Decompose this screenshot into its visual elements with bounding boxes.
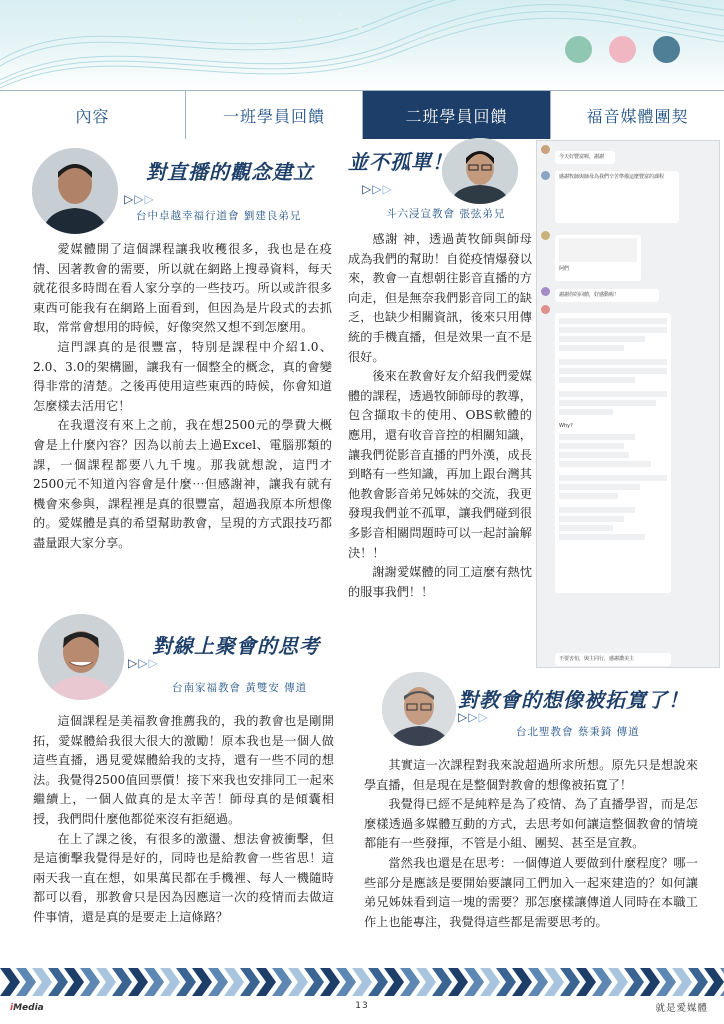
avatar-huang [38, 614, 124, 700]
article-byline: 台北聖教會 蔡秉錡 傳道 [516, 726, 640, 738]
article-title: 對線上聚會的思考 [152, 634, 320, 658]
chat-text: Why? [559, 423, 573, 429]
footer-tagline: 就是愛媒體 [655, 1003, 708, 1014]
chat-avatar [541, 305, 550, 314]
article-title: 對直播的觀念建立 [146, 160, 314, 184]
footer-band [0, 968, 724, 1024]
chat-message [555, 235, 641, 281]
tab-class-two-feedback[interactable]: 二班學員回饋 [363, 91, 551, 139]
chevron-band [0, 968, 724, 998]
arrow-decoration: ▷▷▷ [362, 182, 393, 196]
avatar-zhang [442, 138, 518, 204]
paragraph: 在上了課之後，有很多的激盪、想法會被衝擊，但是這衝擊我覺得是好的，同時也是給教會一些省思！這兩天我一直在想，如果萬民都在手機裡、每人一機隨時都可以看，那教會只是因為因應這一次的疫情而去做這件事情，還是真的是要走上這條路？ [33, 831, 334, 924]
arrow-decoration: ▷▷▷ [128, 656, 159, 670]
imedia-logo: iMedia [10, 1003, 44, 1013]
avatar-liu [32, 148, 118, 234]
paragraph: 謝謝愛媒體的同工這麼有熱忱的服事我們！！ [348, 565, 532, 599]
chat-avatar [541, 171, 550, 180]
article-body [33, 712, 334, 928]
header-banner [0, 0, 724, 90]
chat-message: 今天好豐富喔，謝謝 [555, 151, 615, 164]
article-body [33, 240, 332, 554]
article-body [348, 230, 532, 602]
article-byline: 台南家福教會 黃雙安 傳道 [172, 682, 308, 694]
avatar-tsai [382, 672, 456, 746]
paragraph: 後來在教會好友介紹我們愛媒體的課程，透過牧師師母的教導，包含擷取卡的使用、OBS軟體的應用，還有收音音控的相關知識，讓我們從影音直播的門外漢，成長到略有一些知識，再加上跟台灣其他教會影音弟兄姊妹的交流，我更發現我們並不孤單，讓我們碰到很多影音相關問題時可以一起討論解決！！ [348, 369, 532, 560]
chevron-shape [0, 968, 20, 996]
tab-gospel-media-fellowship[interactable]: 福音媒體團契 [551, 91, 724, 139]
decor-dot-blue [653, 36, 680, 63]
chat-avatar [541, 287, 550, 296]
article-byline: 斗六浸宣教會 張弦弟兄 [386, 208, 506, 220]
paragraph: 這個課程是美福教會推薦我的，我的教會也是剛開拓，愛媒體給我很大很大的激勵！原本我也是一個人做這些直播，遇見愛媒體給我的支持，還有一些不同的想法。我覺得2500值回票價！接下來我也安排同工一起來繼續上，一個人做真的是太辛苦！師母真的是傾囊相授，我們問什麼他都從來沒有拒絕過。 [33, 714, 334, 826]
paragraph: 這門課真的是很豐富，特別是課程中介紹1.0、2.0、3.0的架構圖，讓我有一個整全的概念，真的會變得非常的清楚。之後再使用這些東西的時候，你會知道怎麼樣去活用它！ [33, 339, 332, 413]
chat-avatar [541, 145, 550, 154]
chat-message: 感謝牧師與師母為我們辛苦準備這麼豐富的課程 [555, 171, 679, 223]
chat-message: 不要害怕，與主同行，感謝讚美主 [555, 653, 671, 666]
article-byline: 台中卓越幸福行道會 劉建良弟兄 [136, 210, 302, 222]
paragraph: 在我還沒有來上之前，我在想2500元的學費大概會是上什麼內容？因為以前去上過Excel、電腦那類的課，一個課程都要八九千塊。那我就想說，這門才2500元不知道內容會是什麼⋯但感謝神，讓我有就有機會來參與，課程裡是真的很豐富，超過我原本所想像的。愛媒體是真的希望幫助教會，呈現的方式跟技巧都盡量跟大家分享。 [33, 418, 332, 550]
chat-message [555, 313, 671, 593]
arrow-decoration: ▷▷▷ [124, 192, 155, 206]
paragraph: 愛媒體開了這個課程讓我收穫很多，我也是在疫情、因著教會的需要，所以就在網路上搜尋資料，每天就花很多時間在看人家分享的一些技巧。所以或許很多東西可能我有在網路上面看到，但因為是片段式的去抓取，常常會想用的時候，好像突然又想不到怎麼用。 [33, 242, 332, 335]
article-title: 對教會的想像被拓寬了！ [458, 688, 689, 712]
paragraph: 我覺得已經不是純粹是為了疫情、為了直播學習，而是怎麼樣透過多媒體互動的方式，去思考如何讓這整個教會的情境都能有一些發揮，不管是小組、團契、甚至是宣教。 [364, 797, 698, 851]
tab-class-one-feedback[interactable]: 一班學員回饋 [186, 91, 363, 139]
chat-text: 阿們 [559, 266, 570, 272]
paragraph: 當然我也還是在思考：一個傳道人要做到什麼程度？哪一些部分是應該是要開始要讓同工們加入一起來建造的？如何讓弟兄姊妹看到這一塊的需要？那怎麼樣讓傳道人同時在本職工作上也能專注，我覺得這些都是需要思考的。 [364, 855, 698, 929]
paragraph: 感謝 神，透過黃牧師與師母成為我們的幫助！自從疫情爆發以來，教會一直想朝往影音直播的方向走，但是無奈我們影音同工的缺乏，也缺少相關資訊，後來只用傳統的手機直播，但是效果一直不是很好。 [348, 232, 532, 364]
tab-contents[interactable]: 內容 [0, 91, 186, 139]
article-body [364, 756, 698, 932]
chat-screenshot [536, 140, 720, 668]
decor-dot-pink [609, 36, 636, 63]
page-number: 13 [355, 1001, 369, 1011]
chat-avatar [541, 231, 550, 240]
decor-dot-green [565, 36, 592, 63]
arrow-decoration: ▷▷▷ [458, 710, 489, 724]
section-tabs [0, 90, 724, 138]
chat-message: 謝謝你的回饋，好感動喔！ [555, 289, 659, 302]
paragraph: 其實這一次課程對我來說超過所求所想。原先只是想說來學直播，但是現在是整個對教會的想像被拓寬了！ [364, 758, 698, 792]
article-title: 並不孤單！ [348, 150, 453, 174]
